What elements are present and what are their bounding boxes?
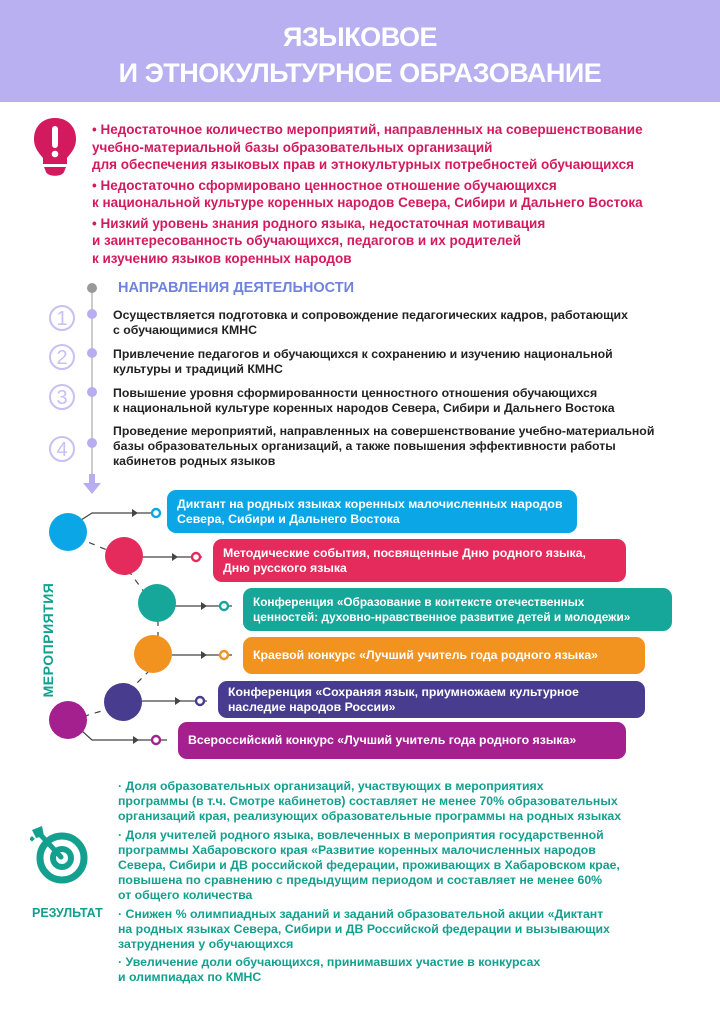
results-label: РЕЗУЛЬТАТ	[32, 906, 103, 920]
directions-timeline	[40, 280, 120, 500]
result-item: · Доля образовательных организаций, участвующих в мероприятиях программы (в т.ч. Смотре кабинетов) составляет не менее 70% образовательных организаций края, реализующих образовательные программы на родных языках	[118, 779, 622, 824]
target-arrow-icon	[30, 824, 90, 884]
event-node-6	[49, 701, 87, 739]
timeline-start-dot	[87, 283, 97, 293]
event-node-4	[134, 635, 172, 673]
event-item-5: Конференция «Сохраняя язык, приумножаем культурное наследие народов России»	[218, 681, 645, 718]
result-item: · Увеличение доли обучающихся, принимавших участие в конкурсах и олимпиадах по КМНС	[118, 955, 541, 985]
step-3-number-icon	[50, 385, 74, 409]
direction-item-3: Повышение уровня сформированности ценностного отношения обучающихся к национальной культуре коренных народов Севера, Сибири и Дальнего Востока	[113, 386, 615, 415]
event-node-3	[138, 584, 176, 622]
direction-item-2: Привлечение педагогов и обучающихся к сохранению и изучению национальной культуры и традиций КМНС	[113, 347, 613, 376]
event-node-2	[105, 537, 143, 575]
svg-text:3: 3	[56, 387, 68, 409]
step-2-number-icon	[50, 345, 74, 369]
problem-item: • Недостаточное количество мероприятий, направленных на совершенствование учебно-материальной базы образовательных организаций для обеспечения языковых прав и этнокультурных потребностей обучающихся	[92, 122, 643, 172]
svg-text:2: 2	[56, 347, 68, 369]
lightbulb-exclamation-icon	[32, 117, 78, 181]
page-title-line2: И ЭТНОКУЛЬТУРНОЕ ОБРАЗОВАНИЕ	[118, 58, 602, 88]
step-4-number-icon	[50, 437, 74, 461]
event-item-6: Всероссийский конкурс «Лучший учитель года родного языка»	[178, 722, 626, 759]
event-item-4: Краевой конкурс «Лучший учитель года родного языка»	[243, 637, 645, 674]
event-node-1	[49, 513, 87, 551]
direction-item-1: Осуществляется подготовка и сопровождение педагогических кадров, работающих с обучающимися КМНС	[113, 308, 628, 337]
problem-item: • Недостаточно сформировано ценностное отношение обучающихся к национальной культуре коренных народов Севера, Сибири и Дальнего Востока	[92, 177, 643, 210]
event-node-5	[104, 683, 142, 721]
svg-text:4: 4	[56, 439, 68, 461]
svg-text:1: 1	[56, 308, 68, 330]
problems-list	[92, 121, 712, 270]
result-item: · Снижен % олимпиадных заданий и заданий образовательной акции «Диктант на родных языках Севера, Сибири и ДВ Российской федерации и вызывающих затруднения у обучающихся	[118, 906, 610, 952]
event-item-2: Методические события, посвященные Дню родного языка, Дню русского языка	[213, 539, 626, 582]
step-1-number-icon	[50, 306, 74, 330]
event-item-3: Конференция «Образование в контексте отечественных ценностей: духовно-нравственное развитие детей и молодежи»	[243, 588, 672, 631]
directions-title: НАПРАВЛЕНИЯ ДЕЯТЕЛЬНОСТИ	[118, 280, 355, 296]
problem-item: • Низкий уровень знания родного языка, недостаточная мотивация и заинтересованность обучающихся, педагогов и их родителей к изучению языков коренных народов	[92, 215, 546, 266]
event-item-1: Диктант на родных языках коренных малочисленных народов Севера, Сибири и Дальнего Востока	[167, 490, 577, 533]
result-item: · Доля учителей родного языка, вовлеченных в мероприятия государственной программы Хабаровского края «Развитие коренных малочисленных народов Севера, Сибири и ДВ российской федерации, проживающих в Хабаровском крае, повышена по сравнению с предыдущим периодом и составляет не менее 60% от общего количества	[118, 827, 620, 903]
results-list	[118, 779, 698, 989]
direction-item-4: Проведение мероприятий, направленных на совершенствование учебно-материальной базы образовательных организаций, а также повышения эффективности работы кабинетов родных языков	[113, 424, 655, 468]
events-label: МЕРОПРИЯТИЯ	[40, 582, 56, 698]
page-title-line1: ЯЗЫКОВОЕ	[282, 22, 438, 52]
header-banner	[0, 0, 720, 102]
